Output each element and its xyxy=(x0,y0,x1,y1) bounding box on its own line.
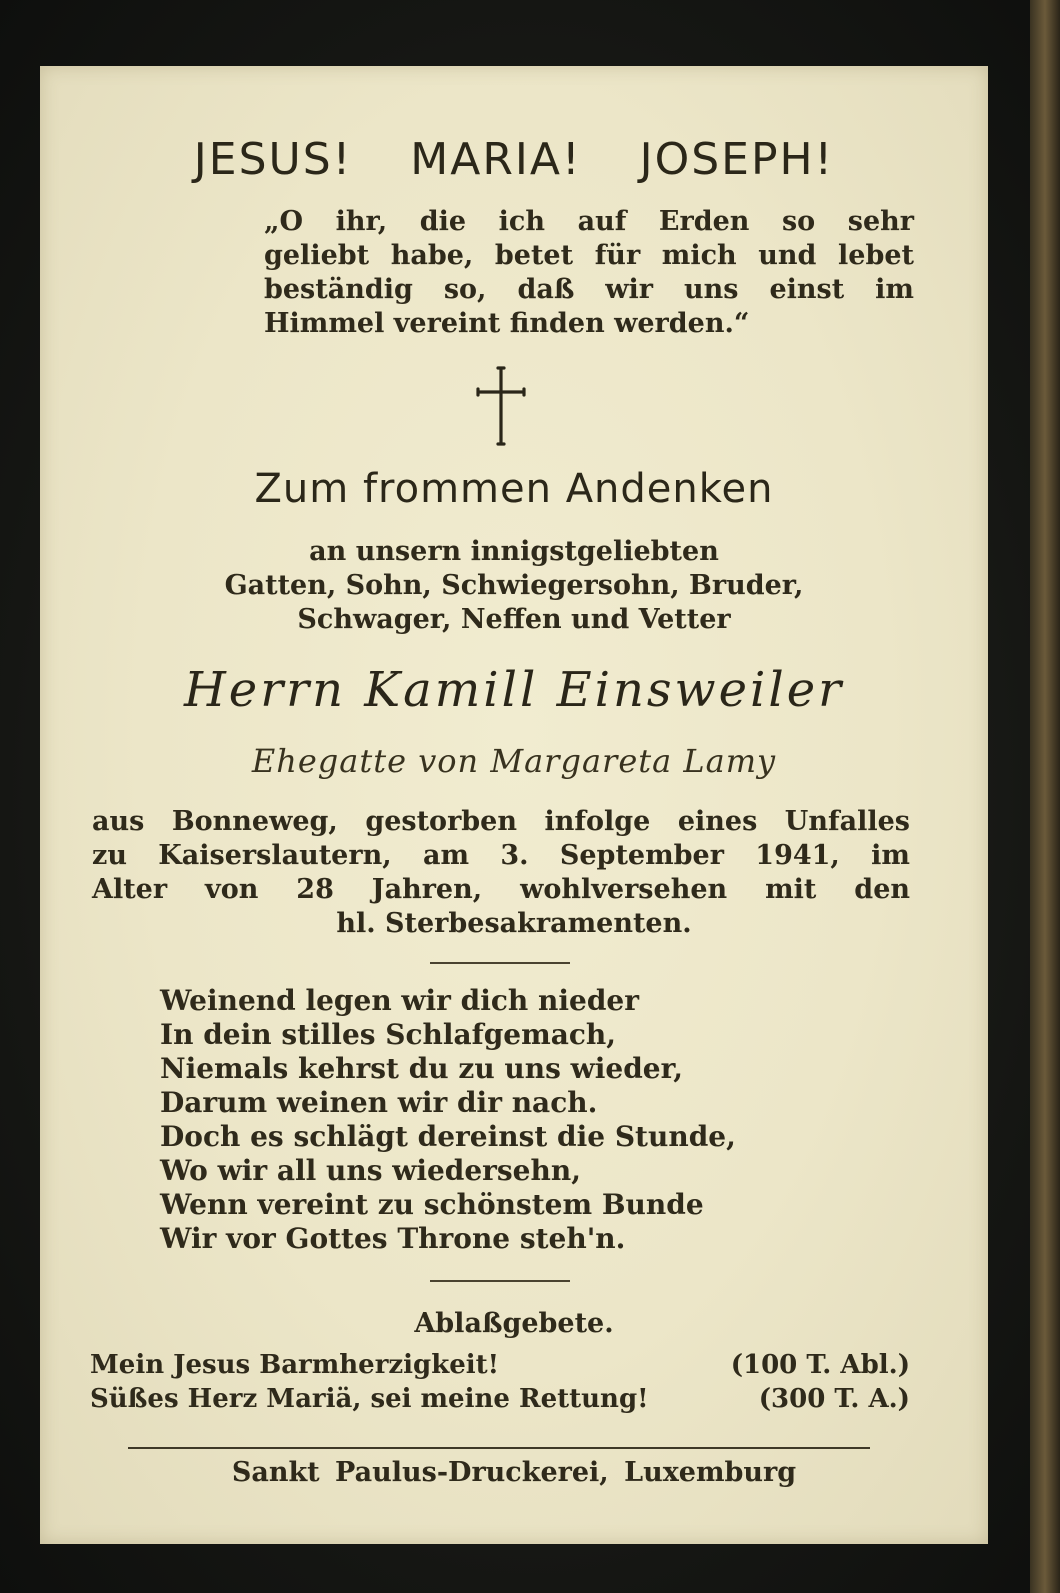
invocation-heading: JESUS! MARIA! JOSEPH! xyxy=(193,134,835,185)
relation-line: Schwager, Neffen und Vetter xyxy=(297,604,731,635)
deceased-name: Herrn Kamill Einsweiler xyxy=(183,662,845,718)
prayer-text: Süßes Herz Mariä, sei meine Rettung! xyxy=(90,1384,649,1414)
quote-line: geliebt habe, betet für mich und lebet xyxy=(264,240,914,271)
poem-line: Darum weinen wir dir nach. xyxy=(160,1086,598,1119)
relation-line: Gatten, Sohn, Schwiegersohn, Bruder, xyxy=(224,570,804,601)
cross-icon xyxy=(474,366,528,446)
poem-line: Niemals kehrst du zu uns wieder, xyxy=(160,1052,684,1085)
relation-line: an unsern innigstgeliebten xyxy=(309,536,719,567)
detail-line: Alter von 28 Jahren, wohlversehen mit den xyxy=(92,874,910,905)
prayer-text: Mein Jesus Barmherzigkeit! xyxy=(90,1350,500,1380)
poem-line: Wenn vereint zu schönstem Bunde xyxy=(160,1188,704,1221)
poem-line: Wo wir all uns wiedersehn, xyxy=(160,1154,581,1187)
indulgence-heading: Ablaßgebete. xyxy=(414,1308,614,1339)
divider xyxy=(430,962,570,964)
memorial-card xyxy=(40,66,988,1544)
detail-line: hl. Sterbesakramenten. xyxy=(336,908,692,939)
quote-line: Himmel vereint finden werden.“ xyxy=(264,308,750,339)
poem-line: Wir vor Gottes Throne steh'n. xyxy=(160,1222,626,1255)
printer-imprint: Sankt Paulus-Druckerei, Luxemburg xyxy=(231,1457,797,1488)
printer-rule xyxy=(128,1447,870,1449)
poem-line: In dein stilles Schlafgemach, xyxy=(160,1018,617,1051)
detail-line: aus Bonneweg, gestorben infolge eines Unfalles xyxy=(92,806,910,837)
divider xyxy=(430,1280,570,1282)
quote-line: „O ihr, die ich auf Erden so sehr xyxy=(264,206,914,237)
poem-line: Doch es schlägt dereinst die Stunde, xyxy=(160,1120,736,1153)
prayer-indulgence-amount: (300 T. A.) xyxy=(758,1384,910,1414)
spouse-line: Ehegatte von Margareta Lamy xyxy=(251,742,777,780)
quote-line: beständig so, daß wir uns einst im xyxy=(264,274,914,305)
frame-edge xyxy=(1030,0,1060,1593)
prayer-indulgence-amount: (100 T. Abl.) xyxy=(730,1350,910,1380)
poem-line: Weinend legen wir dich nieder xyxy=(160,984,639,1017)
detail-line: zu Kaiserslautern, am 3. September 1941, im xyxy=(92,840,910,871)
memorial-title: Zum frommen Andenken xyxy=(254,466,774,512)
